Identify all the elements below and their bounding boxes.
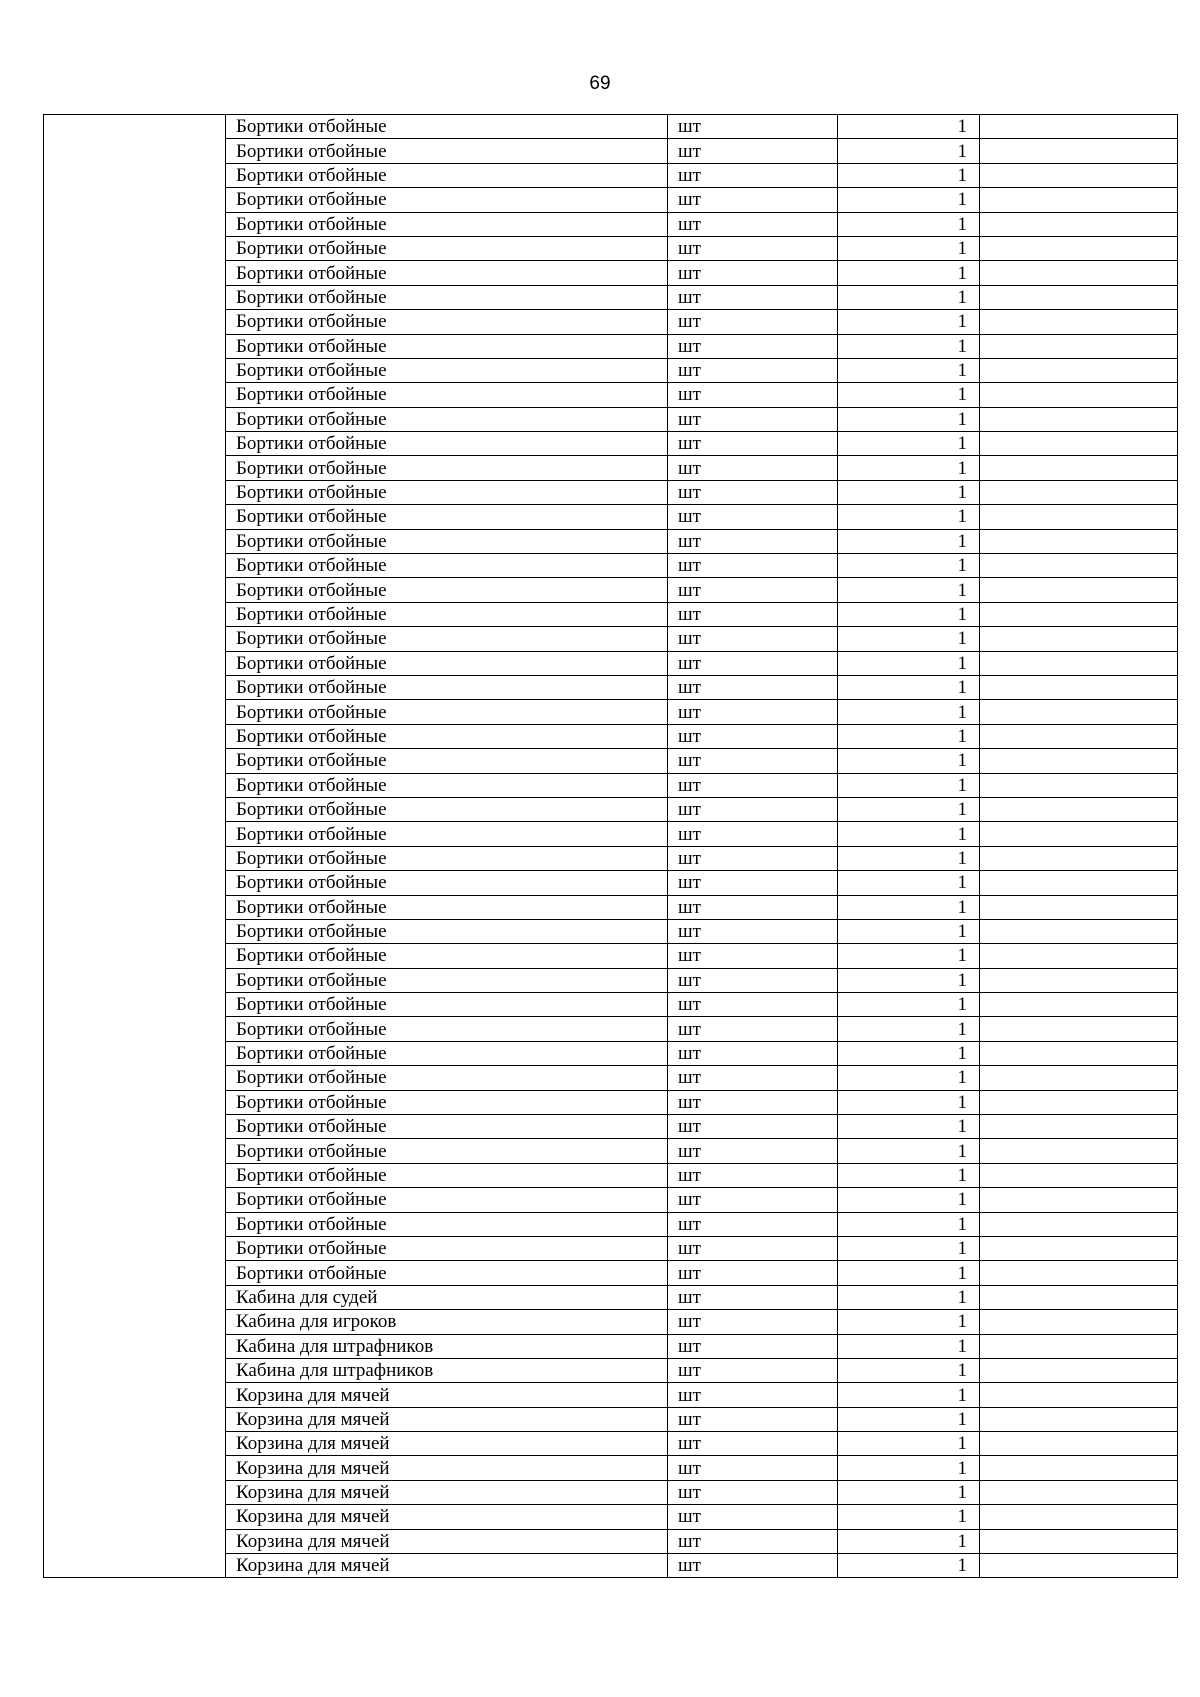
unit-cell: шт bbox=[668, 383, 838, 407]
quantity-cell: 1 bbox=[838, 1554, 980, 1578]
quantity-cell: 1 bbox=[838, 1358, 980, 1382]
unit-cell: шт bbox=[668, 700, 838, 724]
note-cell bbox=[980, 1432, 1178, 1456]
note-cell bbox=[980, 1261, 1178, 1285]
unit-cell: шт bbox=[668, 212, 838, 236]
unit-cell: шт bbox=[668, 505, 838, 529]
item-name-cell: Бортики отбойные bbox=[226, 1066, 668, 1090]
unit-cell: шт bbox=[668, 1212, 838, 1236]
note-cell bbox=[980, 1358, 1178, 1382]
note-cell bbox=[980, 651, 1178, 675]
note-cell bbox=[980, 993, 1178, 1017]
item-name-cell: Бортики отбойные bbox=[226, 773, 668, 797]
unit-cell: шт bbox=[668, 944, 838, 968]
item-name-cell: Бортики отбойные bbox=[226, 261, 668, 285]
item-name-cell: Бортики отбойные bbox=[226, 1188, 668, 1212]
quantity-cell: 1 bbox=[838, 822, 980, 846]
note-cell bbox=[980, 1090, 1178, 1114]
quantity-cell: 1 bbox=[838, 1285, 980, 1309]
unit-cell: шт bbox=[668, 846, 838, 870]
item-name-cell: Бортики отбойные bbox=[226, 115, 668, 139]
note-cell bbox=[980, 1066, 1178, 1090]
note-cell bbox=[980, 749, 1178, 773]
table-body bbox=[44, 115, 1178, 1578]
item-name-cell: Бортики отбойные bbox=[226, 358, 668, 382]
unit-cell: шт bbox=[668, 822, 838, 846]
quantity-cell: 1 bbox=[838, 1505, 980, 1529]
unit-cell: шт bbox=[668, 919, 838, 943]
item-name-cell: Бортики отбойные bbox=[226, 700, 668, 724]
unit-cell: шт bbox=[668, 358, 838, 382]
quantity-cell: 1 bbox=[838, 480, 980, 504]
note-cell bbox=[980, 1554, 1178, 1578]
merged-section-cell bbox=[44, 115, 226, 1578]
item-name-cell: Бортики отбойные bbox=[226, 578, 668, 602]
note-cell bbox=[980, 1236, 1178, 1260]
unit-cell: шт bbox=[668, 115, 838, 139]
note-cell bbox=[980, 407, 1178, 431]
note-cell bbox=[980, 163, 1178, 187]
unit-cell: шт bbox=[668, 334, 838, 358]
item-name-cell: Бортики отбойные bbox=[226, 1017, 668, 1041]
unit-cell: шт bbox=[668, 602, 838, 626]
item-name-cell: Бортики отбойные bbox=[226, 163, 668, 187]
item-name-cell: Бортики отбойные bbox=[226, 383, 668, 407]
note-cell bbox=[980, 334, 1178, 358]
quantity-cell: 1 bbox=[838, 285, 980, 309]
note-cell bbox=[980, 919, 1178, 943]
note-cell bbox=[980, 432, 1178, 456]
quantity-cell: 1 bbox=[838, 846, 980, 870]
note-cell bbox=[980, 1383, 1178, 1407]
unit-cell: шт bbox=[668, 1456, 838, 1480]
note-cell bbox=[980, 1285, 1178, 1309]
quantity-cell: 1 bbox=[838, 1066, 980, 1090]
quantity-cell: 1 bbox=[838, 1163, 980, 1187]
quantity-cell: 1 bbox=[838, 749, 980, 773]
note-cell bbox=[980, 115, 1178, 139]
quantity-cell: 1 bbox=[838, 651, 980, 675]
quantity-cell: 1 bbox=[838, 529, 980, 553]
note-cell bbox=[980, 1334, 1178, 1358]
unit-cell: шт bbox=[668, 749, 838, 773]
quantity-cell: 1 bbox=[838, 1383, 980, 1407]
note-cell bbox=[980, 700, 1178, 724]
item-name-cell: Бортики отбойные bbox=[226, 895, 668, 919]
quantity-cell: 1 bbox=[838, 432, 980, 456]
unit-cell: шт bbox=[668, 554, 838, 578]
unit-cell: шт bbox=[668, 797, 838, 821]
item-name-cell: Бортики отбойные bbox=[226, 675, 668, 699]
unit-cell: шт bbox=[668, 578, 838, 602]
quantity-cell: 1 bbox=[838, 163, 980, 187]
unit-cell: шт bbox=[668, 1432, 838, 1456]
unit-cell: шт bbox=[668, 1236, 838, 1260]
unit-cell: шт bbox=[668, 1090, 838, 1114]
quantity-cell: 1 bbox=[838, 383, 980, 407]
note-cell bbox=[980, 1407, 1178, 1431]
unit-cell: шт bbox=[668, 1407, 838, 1431]
item-name-cell: Бортики отбойные bbox=[226, 139, 668, 163]
item-name-cell: Бортики отбойные bbox=[226, 212, 668, 236]
unit-cell: шт bbox=[668, 993, 838, 1017]
unit-cell: шт bbox=[668, 1285, 838, 1309]
item-name-cell: Бортики отбойные bbox=[226, 529, 668, 553]
item-name-cell: Бортики отбойные bbox=[226, 1163, 668, 1187]
item-name-cell: Бортики отбойные bbox=[226, 1261, 668, 1285]
item-name-cell: Корзина для мячей bbox=[226, 1432, 668, 1456]
unit-cell: шт bbox=[668, 529, 838, 553]
unit-cell: шт bbox=[668, 163, 838, 187]
unit-cell: шт bbox=[668, 651, 838, 675]
quantity-cell: 1 bbox=[838, 212, 980, 236]
item-name-cell: Бортики отбойные bbox=[226, 822, 668, 846]
unit-cell: шт bbox=[668, 1505, 838, 1529]
unit-cell: шт bbox=[668, 261, 838, 285]
quantity-cell: 1 bbox=[838, 871, 980, 895]
unit-cell: шт bbox=[668, 1554, 838, 1578]
quantity-cell: 1 bbox=[838, 993, 980, 1017]
quantity-cell: 1 bbox=[838, 1407, 980, 1431]
item-name-cell: Бортики отбойные bbox=[226, 1115, 668, 1139]
unit-cell: шт bbox=[668, 871, 838, 895]
quantity-cell: 1 bbox=[838, 554, 980, 578]
unit-cell: шт bbox=[668, 139, 838, 163]
item-name-cell: Бортики отбойные bbox=[226, 1236, 668, 1260]
unit-cell: шт bbox=[668, 1310, 838, 1334]
unit-cell: шт bbox=[668, 1334, 838, 1358]
unit-cell: шт bbox=[668, 1066, 838, 1090]
table-row bbox=[44, 115, 1178, 139]
item-name-cell: Бортики отбойные bbox=[226, 334, 668, 358]
quantity-cell: 1 bbox=[838, 700, 980, 724]
note-cell bbox=[980, 1212, 1178, 1236]
note-cell bbox=[980, 846, 1178, 870]
note-cell bbox=[980, 797, 1178, 821]
item-name-cell: Кабина для игроков bbox=[226, 1310, 668, 1334]
unit-cell: шт bbox=[668, 773, 838, 797]
note-cell bbox=[980, 1115, 1178, 1139]
note-cell bbox=[980, 139, 1178, 163]
unit-cell: шт bbox=[668, 1188, 838, 1212]
quantity-cell: 1 bbox=[838, 310, 980, 334]
note-cell bbox=[980, 871, 1178, 895]
note-cell bbox=[980, 1163, 1178, 1187]
inventory-table bbox=[43, 114, 1178, 1578]
unit-cell: шт bbox=[668, 675, 838, 699]
unit-cell: шт bbox=[668, 1383, 838, 1407]
note-cell bbox=[980, 358, 1178, 382]
item-name-cell: Бортики отбойные bbox=[226, 846, 668, 870]
note-cell bbox=[980, 212, 1178, 236]
item-name-cell: Бортики отбойные bbox=[226, 310, 668, 334]
quantity-cell: 1 bbox=[838, 1236, 980, 1260]
item-name-cell: Бортики отбойные bbox=[226, 456, 668, 480]
note-cell bbox=[980, 968, 1178, 992]
note-cell bbox=[980, 554, 1178, 578]
note-cell bbox=[980, 1529, 1178, 1553]
item-name-cell: Бортики отбойные bbox=[226, 480, 668, 504]
item-name-cell: Бортики отбойные bbox=[226, 651, 668, 675]
note-cell bbox=[980, 822, 1178, 846]
unit-cell: шт bbox=[668, 1261, 838, 1285]
unit-cell: шт bbox=[668, 1115, 838, 1139]
unit-cell: шт bbox=[668, 310, 838, 334]
note-cell bbox=[980, 456, 1178, 480]
unit-cell: шт bbox=[668, 1163, 838, 1187]
note-cell bbox=[980, 1310, 1178, 1334]
quantity-cell: 1 bbox=[838, 115, 980, 139]
note-cell bbox=[980, 1456, 1178, 1480]
note-cell bbox=[980, 1188, 1178, 1212]
unit-cell: шт bbox=[668, 456, 838, 480]
note-cell bbox=[980, 310, 1178, 334]
unit-cell: шт bbox=[668, 236, 838, 260]
quantity-cell: 1 bbox=[838, 1310, 980, 1334]
item-name-cell: Бортики отбойные bbox=[226, 407, 668, 431]
note-cell bbox=[980, 1017, 1178, 1041]
item-name-cell: Бортики отбойные bbox=[226, 749, 668, 773]
note-cell bbox=[980, 724, 1178, 748]
quantity-cell: 1 bbox=[838, 1017, 980, 1041]
item-name-cell: Бортики отбойные bbox=[226, 724, 668, 748]
quantity-cell: 1 bbox=[838, 1480, 980, 1504]
unit-cell: шт bbox=[668, 1139, 838, 1163]
note-cell bbox=[980, 1139, 1178, 1163]
quantity-cell: 1 bbox=[838, 1334, 980, 1358]
unit-cell: шт bbox=[668, 1041, 838, 1065]
quantity-cell: 1 bbox=[838, 1115, 980, 1139]
item-name-cell: Бортики отбойные bbox=[226, 432, 668, 456]
unit-cell: шт bbox=[668, 407, 838, 431]
quantity-cell: 1 bbox=[838, 1090, 980, 1114]
unit-cell: шт bbox=[668, 1480, 838, 1504]
unit-cell: шт bbox=[668, 1017, 838, 1041]
quantity-cell: 1 bbox=[838, 1188, 980, 1212]
item-name-cell: Бортики отбойные bbox=[226, 285, 668, 309]
item-name-cell: Бортики отбойные bbox=[226, 505, 668, 529]
quantity-cell: 1 bbox=[838, 627, 980, 651]
quantity-cell: 1 bbox=[838, 1261, 980, 1285]
quantity-cell: 1 bbox=[838, 895, 980, 919]
item-name-cell: Бортики отбойные bbox=[226, 993, 668, 1017]
quantity-cell: 1 bbox=[838, 675, 980, 699]
unit-cell: шт bbox=[668, 432, 838, 456]
item-name-cell: Бортики отбойные bbox=[226, 1090, 668, 1114]
note-cell bbox=[980, 1480, 1178, 1504]
item-name-cell: Корзина для мячей bbox=[226, 1529, 668, 1553]
item-name-cell: Корзина для мячей bbox=[226, 1505, 668, 1529]
note-cell bbox=[980, 578, 1178, 602]
quantity-cell: 1 bbox=[838, 773, 980, 797]
item-name-cell: Бортики отбойные bbox=[226, 1041, 668, 1065]
quantity-cell: 1 bbox=[838, 334, 980, 358]
quantity-cell: 1 bbox=[838, 578, 980, 602]
note-cell bbox=[980, 285, 1178, 309]
item-name-cell: Бортики отбойные bbox=[226, 188, 668, 212]
note-cell bbox=[980, 1041, 1178, 1065]
item-name-cell: Бортики отбойные bbox=[226, 919, 668, 943]
quantity-cell: 1 bbox=[838, 188, 980, 212]
note-cell bbox=[980, 261, 1178, 285]
item-name-cell: Корзина для мячей bbox=[226, 1456, 668, 1480]
note-cell bbox=[980, 675, 1178, 699]
quantity-cell: 1 bbox=[838, 1041, 980, 1065]
quantity-cell: 1 bbox=[838, 968, 980, 992]
unit-cell: шт bbox=[668, 895, 838, 919]
unit-cell: шт bbox=[668, 627, 838, 651]
quantity-cell: 1 bbox=[838, 1432, 980, 1456]
note-cell bbox=[980, 383, 1178, 407]
quantity-cell: 1 bbox=[838, 407, 980, 431]
item-name-cell: Бортики отбойные bbox=[226, 968, 668, 992]
quantity-cell: 1 bbox=[838, 602, 980, 626]
quantity-cell: 1 bbox=[838, 1529, 980, 1553]
quantity-cell: 1 bbox=[838, 919, 980, 943]
item-name-cell: Кабина для судей bbox=[226, 1285, 668, 1309]
quantity-cell: 1 bbox=[838, 797, 980, 821]
quantity-cell: 1 bbox=[838, 724, 980, 748]
item-name-cell: Корзина для мячей bbox=[226, 1383, 668, 1407]
note-cell bbox=[980, 529, 1178, 553]
note-cell bbox=[980, 505, 1178, 529]
note-cell bbox=[980, 480, 1178, 504]
unit-cell: шт bbox=[668, 480, 838, 504]
unit-cell: шт bbox=[668, 1358, 838, 1382]
unit-cell: шт bbox=[668, 724, 838, 748]
item-name-cell: Бортики отбойные bbox=[226, 1212, 668, 1236]
note-cell bbox=[980, 944, 1178, 968]
quantity-cell: 1 bbox=[838, 139, 980, 163]
note-cell bbox=[980, 627, 1178, 651]
quantity-cell: 1 bbox=[838, 358, 980, 382]
note-cell bbox=[980, 895, 1178, 919]
note-cell bbox=[980, 773, 1178, 797]
page-number: 69 bbox=[589, 73, 611, 94]
item-name-cell: Бортики отбойные bbox=[226, 627, 668, 651]
note-cell bbox=[980, 1505, 1178, 1529]
item-name-cell: Корзина для мячей bbox=[226, 1554, 668, 1578]
unit-cell: шт bbox=[668, 285, 838, 309]
item-name-cell: Кабина для штрафников bbox=[226, 1358, 668, 1382]
quantity-cell: 1 bbox=[838, 456, 980, 480]
item-name-cell: Корзина для мячей bbox=[226, 1480, 668, 1504]
item-name-cell: Бортики отбойные bbox=[226, 236, 668, 260]
quantity-cell: 1 bbox=[838, 261, 980, 285]
item-name-cell: Корзина для мячей bbox=[226, 1407, 668, 1431]
item-name-cell: Бортики отбойные bbox=[226, 797, 668, 821]
quantity-cell: 1 bbox=[838, 236, 980, 260]
quantity-cell: 1 bbox=[838, 1212, 980, 1236]
item-name-cell: Бортики отбойные bbox=[226, 1139, 668, 1163]
item-name-cell: Бортики отбойные bbox=[226, 554, 668, 578]
item-name-cell: Бортики отбойные bbox=[226, 871, 668, 895]
item-name-cell: Бортики отбойные bbox=[226, 944, 668, 968]
unit-cell: шт bbox=[668, 1529, 838, 1553]
note-cell bbox=[980, 236, 1178, 260]
unit-cell: шт bbox=[668, 188, 838, 212]
quantity-cell: 1 bbox=[838, 944, 980, 968]
note-cell bbox=[980, 602, 1178, 626]
item-name-cell: Кабина для штрафников bbox=[226, 1334, 668, 1358]
unit-cell: шт bbox=[668, 968, 838, 992]
note-cell bbox=[980, 188, 1178, 212]
item-name-cell: Бортики отбойные bbox=[226, 602, 668, 626]
quantity-cell: 1 bbox=[838, 1139, 980, 1163]
quantity-cell: 1 bbox=[838, 1456, 980, 1480]
quantity-cell: 1 bbox=[838, 505, 980, 529]
